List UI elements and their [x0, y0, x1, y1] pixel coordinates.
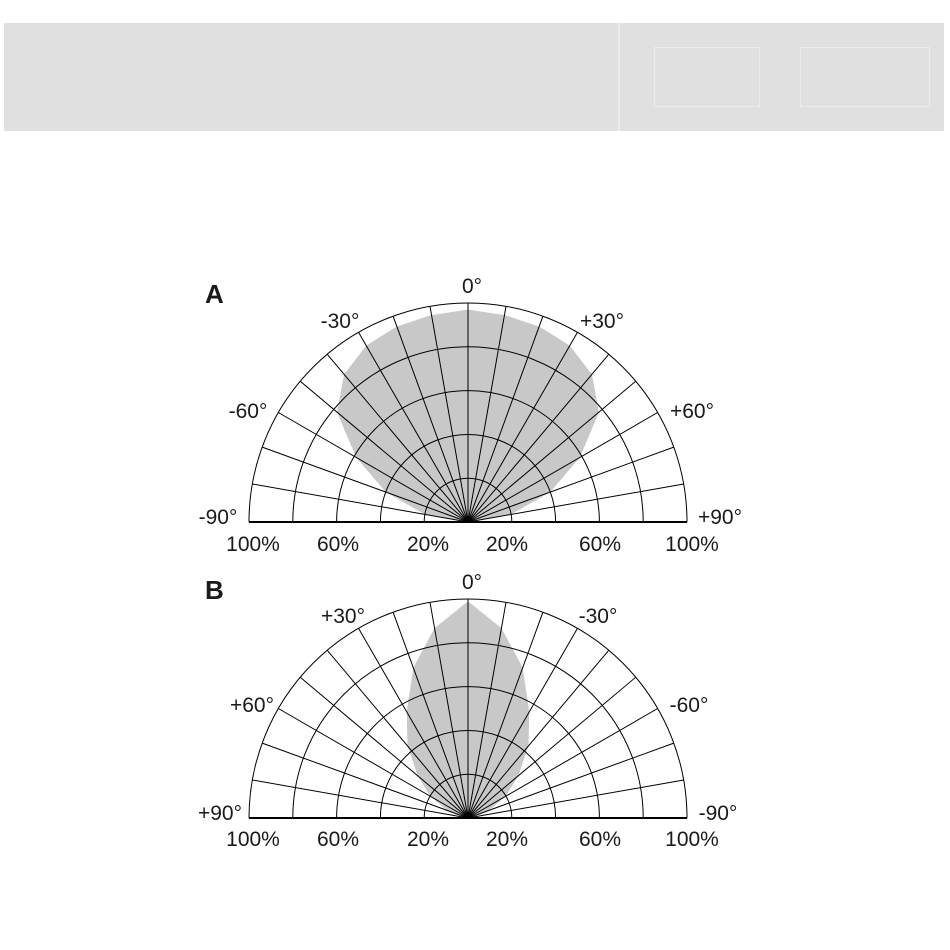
angle-label-a-end-left: -90° — [198, 506, 238, 529]
angle-label-a-upper-right: +30° — [579, 310, 625, 333]
angle-label-a-mid-left: -60° — [228, 400, 268, 423]
angle-label-b-end-right: -90° — [698, 802, 738, 825]
angle-label-a-end-right: +90° — [697, 506, 743, 529]
percent-label-b-1: 100% — [226, 828, 280, 851]
angle-label-a-mid-right: +60° — [669, 400, 715, 423]
polar-plot-a — [249, 303, 687, 522]
percent-label-b-4: 20% — [485, 828, 529, 851]
percent-label-a-5: 60% — [578, 533, 622, 556]
angle-label-a-top: 0° — [461, 275, 483, 298]
angle-label-b-upper-right: -30° — [578, 605, 618, 628]
angle-label-a-upper-left: -30° — [320, 310, 360, 333]
panel-b — [198, 571, 737, 851]
percent-label-a-4: 20% — [485, 533, 529, 556]
panel-a — [199, 275, 742, 556]
angle-label-b-top: 0° — [461, 571, 483, 594]
percent-label-a-2: 60% — [316, 533, 360, 556]
percent-label-b-6: 100% — [665, 828, 719, 851]
panel-label-a: A — [205, 279, 224, 309]
angle-label-b-mid-right: -60° — [669, 694, 709, 717]
angle-label-b-mid-left: +60° — [229, 694, 275, 717]
percent-label-b-5: 60% — [578, 828, 622, 851]
percent-label-a-6: 100% — [665, 533, 719, 556]
percent-label-b-3: 20% — [406, 828, 450, 851]
percent-label-a-3: 20% — [406, 533, 450, 556]
percent-label-a-1: 100% — [226, 533, 280, 556]
polar-plot-b — [249, 599, 687, 818]
percent-label-b-2: 60% — [316, 828, 360, 851]
angle-label-b-upper-left: +30° — [320, 605, 366, 628]
angle-label-b-end-left: +90° — [197, 802, 243, 825]
panel-label-b: B — [205, 575, 224, 605]
